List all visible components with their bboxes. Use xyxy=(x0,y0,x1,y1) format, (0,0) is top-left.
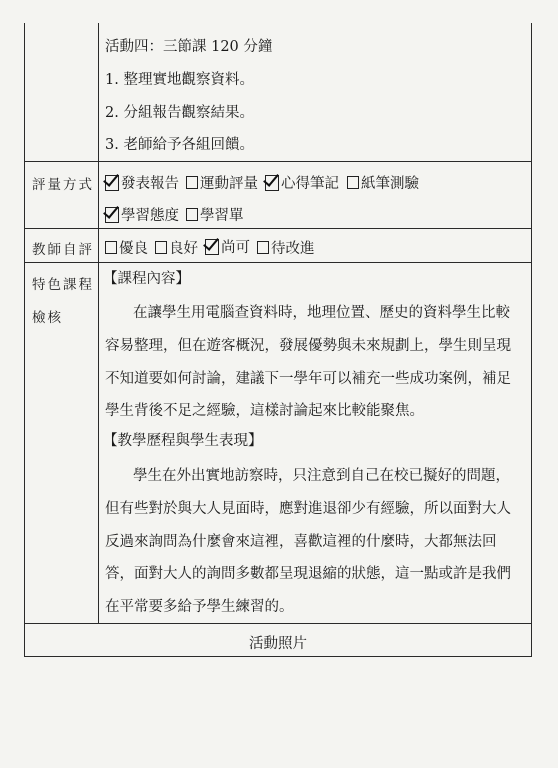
section-heading: 【教學歷程與學生表現】 xyxy=(103,433,263,449)
checkbox-option[interactable]: 學習單 xyxy=(186,204,244,225)
column-divider xyxy=(98,23,99,623)
checkbox-empty[interactable] xyxy=(257,241,269,254)
activity-step: 3. 老師給予各組回饋。 xyxy=(105,137,254,153)
paragraph-line: 答，面對大人的詢問多數都呈現退縮的狀態，這一點或許是我們 xyxy=(105,566,511,582)
teacher-review-label: 教師自評 xyxy=(32,242,94,258)
checkbox-empty[interactable] xyxy=(155,241,167,254)
row-divider xyxy=(24,623,532,624)
checkbox-empty[interactable] xyxy=(105,241,117,254)
checkbox-option[interactable]: 待改進 xyxy=(257,237,315,258)
row-divider xyxy=(24,228,532,229)
checkbox-option[interactable]: 紙筆測驗 xyxy=(347,172,419,193)
checkbox-checked[interactable] xyxy=(265,175,279,191)
photos-label: 活動照片 xyxy=(249,636,307,652)
feature-check-label: 特色課程 xyxy=(32,277,94,293)
checkbox-option[interactable]: 心得筆記 xyxy=(265,172,339,193)
feature-check-label: 檢核 xyxy=(32,310,63,326)
paragraph-line: 學生在外出實地訪察時，只注意到自己在校已擬好的問題， xyxy=(133,468,510,484)
row-divider xyxy=(24,262,532,263)
paragraph-line: 但有些對於與大人見面時，應對進退卻少有經驗，所以面對大人 xyxy=(105,501,511,517)
checkbox-option[interactable]: 學習態度 xyxy=(105,204,179,225)
activity-step: 2. 分組報告觀察結果。 xyxy=(105,105,254,121)
section-heading: 【課程內容】 xyxy=(103,271,190,287)
paragraph-line: 容易整理，但在遊客概況，發展優勢與未來規劃上，學生則呈現 xyxy=(105,338,511,354)
checkbox-checked[interactable] xyxy=(105,207,119,223)
checkbox-checked[interactable] xyxy=(105,175,119,191)
table-right-border xyxy=(531,23,532,657)
checkbox-empty[interactable] xyxy=(186,208,198,221)
checkbox-option[interactable]: 發表報告 xyxy=(105,172,179,193)
checkbox-option[interactable]: 良好 xyxy=(155,237,198,258)
checkbox-checked[interactable] xyxy=(205,239,219,255)
activity-title: 活動四：三節課 120 分鐘 xyxy=(105,39,273,55)
paragraph-line: 學生背後不足之經驗，這樣討論起來比較能聚焦。 xyxy=(105,403,424,419)
paragraph-line: 在平常要多給予學生練習的。 xyxy=(105,599,294,615)
table-bottom-border xyxy=(24,656,532,657)
paragraph-line: 反過來詢問為什麼會來這裡，喜歡這裡的什麼時，大都無法回 xyxy=(105,534,497,550)
checkbox-option[interactable]: 尚可 xyxy=(205,236,250,257)
checkbox-option[interactable]: 運動評量 xyxy=(186,172,258,193)
row-divider xyxy=(24,161,532,162)
activity-step: 1. 整理實地觀察資料。 xyxy=(105,72,254,88)
checkbox-option[interactable]: 優良 xyxy=(105,237,148,258)
checkbox-empty[interactable] xyxy=(186,176,198,189)
paragraph-line: 在讓學生用電腦查資料時，地理位置、歷史的資料學生比較 xyxy=(133,305,510,321)
checkbox-empty[interactable] xyxy=(347,176,359,189)
paragraph-line: 不知道要如何討論，建議下一學年可以補充一些成功案例，補足 xyxy=(105,371,511,387)
evaluation-label: 評量方式 xyxy=(32,177,94,193)
table-left-border xyxy=(24,23,25,657)
